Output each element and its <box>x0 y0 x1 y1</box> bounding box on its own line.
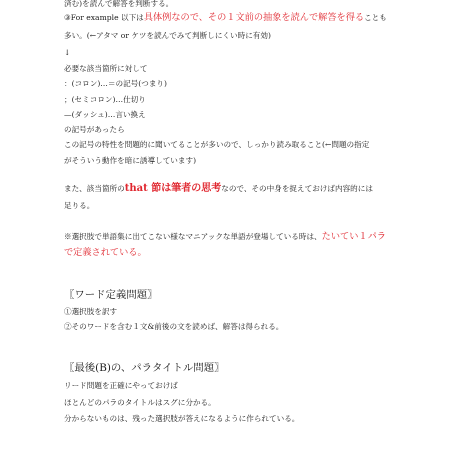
text-span: 済む)を読んで解答を判断する。 <box>64 0 174 8</box>
text-span: ※選択肢で単語集に出てこない様なマニアックな単語が登場している時は、 <box>64 232 322 241</box>
text-line <box>64 31 271 41</box>
text-span: ②そのワードを含む１文&前後の文を読めば、解答は得られる。 <box>64 322 284 331</box>
text-line <box>64 307 117 317</box>
text-span: 足りる。 <box>64 201 95 210</box>
text-line <box>64 322 283 332</box>
text-span: ③For example 以下は <box>64 13 144 22</box>
section-heading <box>64 362 224 375</box>
text-line <box>64 64 148 74</box>
text-line <box>64 184 373 194</box>
text-line <box>64 414 299 424</box>
text-span: の記号があったら <box>64 125 125 134</box>
text-span: この記号の特性を問題的に聞いてることが多いので、しっかり読み取ること(←問題の指定 <box>64 140 370 149</box>
arrow-line <box>64 48 70 58</box>
text-span: リード問題を正確にやっておけば <box>64 381 178 390</box>
emphasis-text: たいてい１パラ <box>321 231 386 242</box>
text-line <box>64 381 178 391</box>
down-arrow-icon: ↓ <box>64 48 71 57</box>
text-span: ；(セミコロン)…仕切り <box>64 95 146 104</box>
text-line <box>64 0 173 9</box>
text-span: —(ダッシュ)…言い換え <box>64 110 146 119</box>
text-span: ことも <box>364 13 387 22</box>
text-span: また、該当箇所の <box>64 184 125 193</box>
text-line <box>64 125 125 135</box>
text-line <box>64 232 386 242</box>
text-span: ①選択肢を訳す <box>64 307 118 316</box>
text-line <box>64 110 146 120</box>
text-line <box>64 248 147 258</box>
text-span: がそういう動作を暗に誘導しています) <box>64 156 197 165</box>
heading-text: 〖ワード定義問題〗 <box>64 289 158 301</box>
emphasis-text: 具体例なので、その１文前の抽象を読んで解答を得る <box>143 12 365 23</box>
text-line <box>64 79 167 89</box>
text-span: 分からないものは、残った選択肢が答えになるように作られている。 <box>64 414 300 423</box>
section-heading <box>64 289 158 302</box>
text-line <box>64 398 216 408</box>
text-line <box>64 13 387 23</box>
text-line <box>64 201 94 211</box>
text-span: ほとんどのパラのタイトルはスグに分かる。 <box>64 398 216 407</box>
text-line <box>64 95 146 105</box>
heading-text: 〖最後(B)の、パラタイトル問題〗 <box>64 362 225 374</box>
text-line <box>64 156 196 166</box>
text-line <box>64 140 369 150</box>
emphasis-text: で定義されている。 <box>64 247 147 258</box>
emphasis-text: that 節は筆者の思考 <box>124 183 222 194</box>
text-span: ：(コロン)…＝の記号(つまり) <box>64 79 167 88</box>
text-span: なので、その中身を捉えておけば内容的には <box>221 184 373 193</box>
text-span: 多い。(←アタマ or ケツを読んでみて判断しにくい時に有効) <box>64 31 271 40</box>
text-span: 必要な該当箇所に対して <box>64 64 148 73</box>
